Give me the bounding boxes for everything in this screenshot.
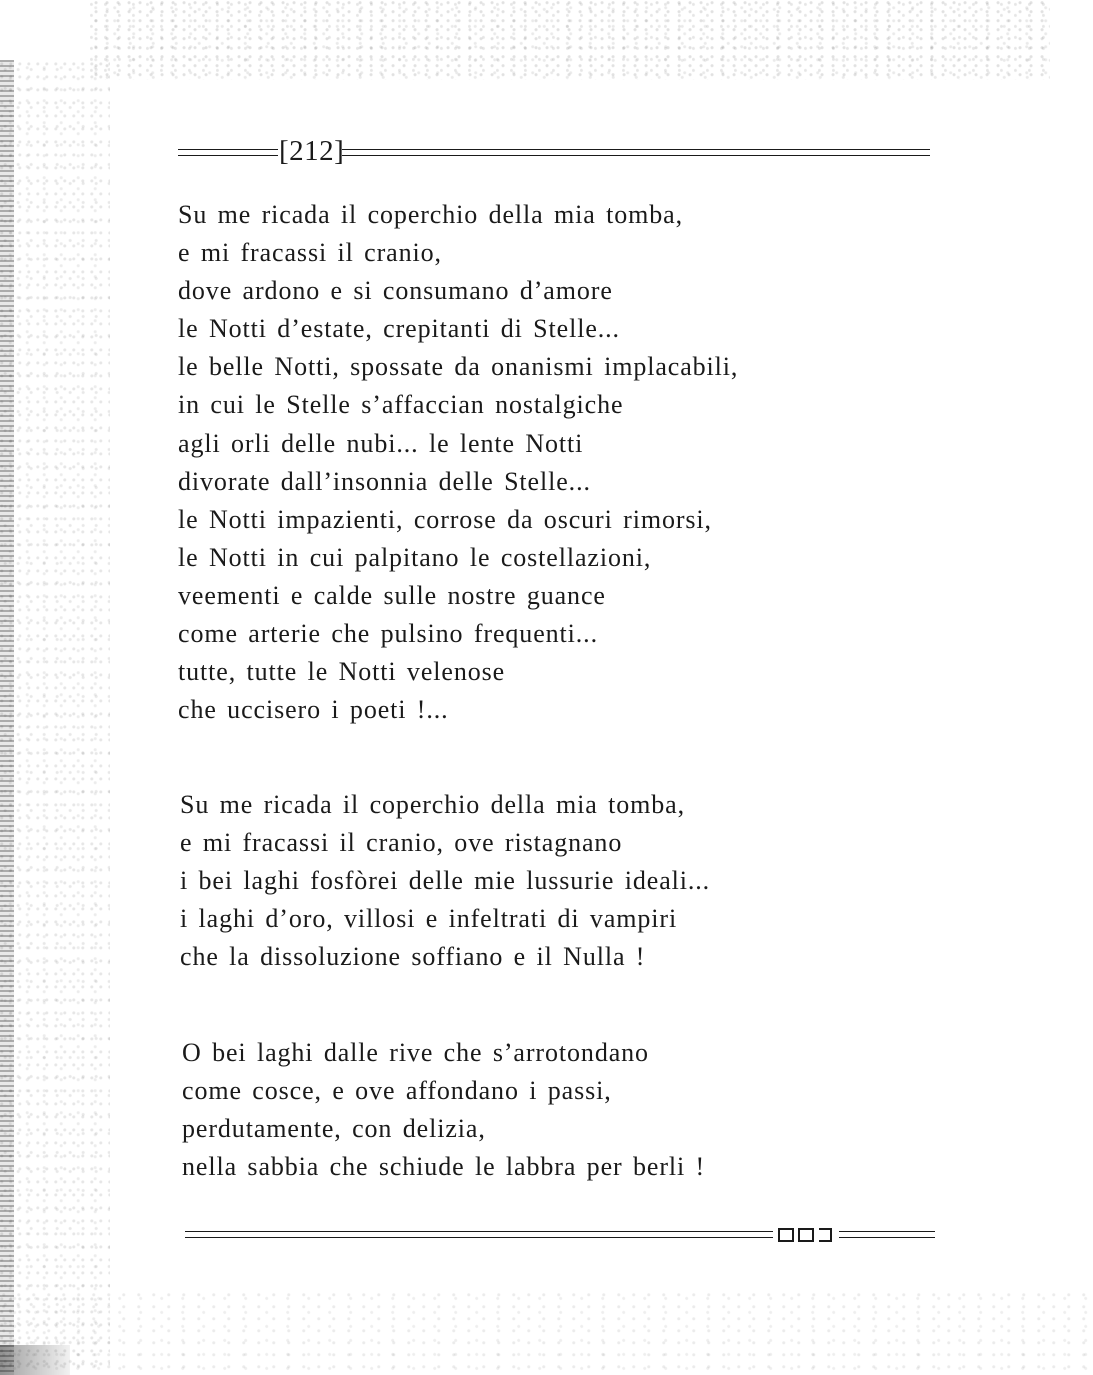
stanza-1: [178, 196, 738, 729]
greek-key-ornament-icon: [777, 1227, 835, 1243]
header-rule-left: [178, 149, 278, 156]
footer-rule-right: [839, 1231, 935, 1238]
scan-speckle-bottom: [0, 1290, 1093, 1375]
poem-line: perdutamente, con delizia,: [182, 1114, 486, 1144]
poem-line: le Notti in cui palpitano le costellazioni,: [178, 542, 652, 572]
page-header: [178, 134, 930, 168]
poem-line: e mi fracassi il cranio,: [178, 238, 442, 268]
poem-line: Su me ricada il coperchio della mia tomba,: [178, 200, 683, 229]
poem-line: che uccisero i poeti !...: [178, 695, 449, 725]
binding-edge: [0, 60, 14, 1375]
poem-line: le belle Notti, spossate da onanismi implacabili,: [178, 352, 739, 382]
poem-line: in cui le Stelle s’affaccian nostalgiche: [178, 390, 624, 420]
poem-line: che la dissoluzione soffiano e il Nulla !: [180, 942, 646, 972]
scan-speckle-left: [0, 60, 110, 1375]
poem-line: come arterie che pulsino frequenti...: [178, 619, 598, 649]
stanza-2: [180, 786, 710, 976]
poem-line: Su me ricada il coperchio della mia tomba,: [180, 790, 685, 819]
header-rule-right: [342, 149, 930, 156]
poem-line: le Notti impazienti, corrose da oscuri rimorsi,: [178, 504, 712, 534]
poem-line: agli orli delle nubi... le lente Notti: [178, 428, 584, 458]
stanza-3: [182, 1034, 705, 1186]
poem-line: come cosce, e ove affondano i passi,: [182, 1076, 612, 1106]
poem-line: O bei laghi dalle rive che s’arrotondano: [182, 1038, 649, 1067]
poem-line: veementi e calde sulle nostre guance: [178, 580, 606, 610]
poem-line: le Notti d’estate, crepitanti di Stelle...: [178, 314, 620, 344]
footer-rule-left: [185, 1231, 773, 1238]
poem-line: e mi fracassi il cranio, ove ristagnano: [180, 828, 623, 858]
poem-line: tutte, tutte le Notti velenose: [178, 657, 506, 687]
page-footer: [185, 1225, 935, 1245]
page-number: [212]: [279, 135, 345, 167]
scan-corner-blot: [0, 1345, 70, 1375]
poem-line: dove ardono e si consumano d’amore: [178, 276, 613, 306]
poem-line: i bei laghi fosfòrei delle mie lussurie ideali...: [180, 866, 711, 896]
poem-line: divorate dall’insonnia delle Stelle...: [178, 466, 591, 496]
poem-line: nella sabbia che schiude le labbra per berli !: [182, 1152, 706, 1182]
poem-line: i laghi d’oro, villosi e infeltrati di vampiri: [180, 904, 678, 934]
scan-speckle-top: [90, 0, 1050, 80]
